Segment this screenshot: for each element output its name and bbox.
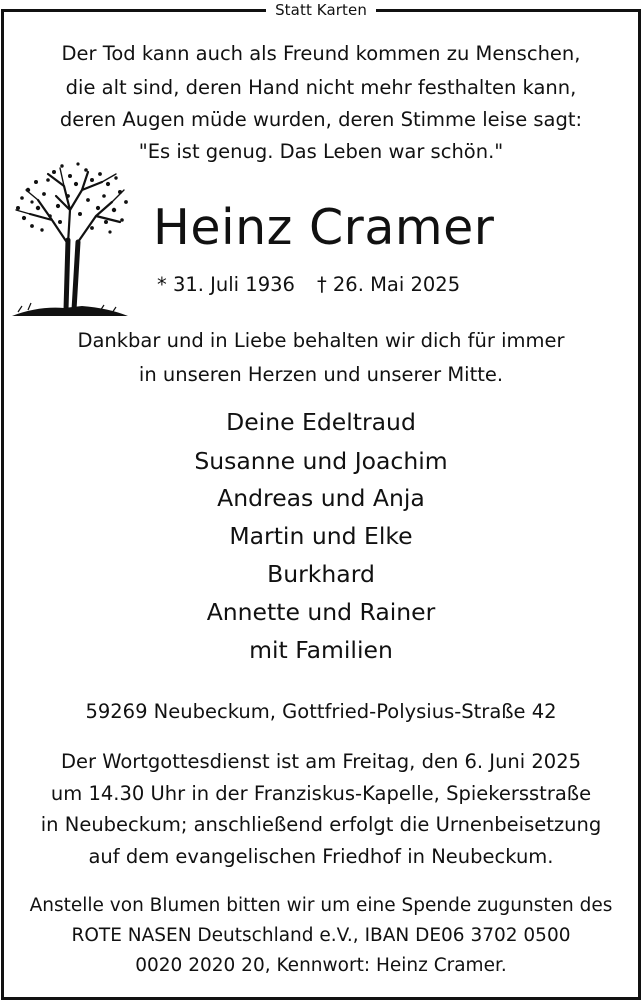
- service-line: in Neubeckum; anschließend erfolgt die Urnenbeisetzung: [40, 813, 602, 836]
- mourner-name: mit Familien: [249, 636, 393, 664]
- gratitude-line: in unseren Herzen und unserer Mitte.: [138, 363, 504, 386]
- donation-line: 0020 2020 20, Kennwort: Heinz Cramer.: [135, 955, 507, 976]
- poem-line: deren Augen müde wurden, deren Stimme leise sagt:: [59, 108, 583, 131]
- death-date: † 26. Mai 2025: [316, 273, 461, 296]
- deceased-name: Heinz Cramer: [153, 199, 495, 256]
- service-line: um 14.30 Uhr in der Franziskus-Kapelle, Spiekersstraße: [50, 782, 592, 805]
- mourner-name: Annette und Rainer: [206, 598, 436, 626]
- header-label: Statt Karten: [266, 1, 376, 19]
- mourner-name: Andreas und Anja: [217, 484, 425, 512]
- tree-icon: [8, 160, 134, 320]
- mourner-name: Susanne und Joachim: [194, 447, 448, 475]
- mourner-name: Martin und Elke: [229, 522, 413, 550]
- service-line: auf dem evangelischen Friedhof in Neubeckum.: [88, 845, 554, 868]
- gratitude-line: Dankbar und in Liebe behalten wir dich für immer: [77, 329, 565, 352]
- address: 59269 Neubeckum, Gottfried-Polysius-Straße 42: [85, 700, 557, 723]
- mourner-name: Deine Edeltraud: [226, 408, 416, 436]
- life-dates: [157, 272, 460, 298]
- header-label-wrap: [0, 0, 642, 20]
- service-line: Der Wortgottesdienst ist am Freitag, den 6. Juni 2025: [60, 750, 582, 773]
- birth-date: * 31. Juli 1936: [157, 273, 295, 296]
- donation-line: ROTE NASEN Deutschland e.V., IBAN DE06 3702 0500: [71, 925, 571, 946]
- donation-line: Anstelle von Blumen bitten wir um eine Spende zugunsten des: [29, 895, 613, 916]
- poem-line: die alt sind, deren Hand nicht mehr festhalten kann,: [65, 76, 577, 99]
- poem-line: "Es ist genug. Das Leben war schön.": [138, 140, 504, 163]
- mourner-name: Burkhard: [267, 560, 375, 588]
- poem-line: Der Tod kann auch als Freund kommen zu Menschen,: [61, 42, 581, 65]
